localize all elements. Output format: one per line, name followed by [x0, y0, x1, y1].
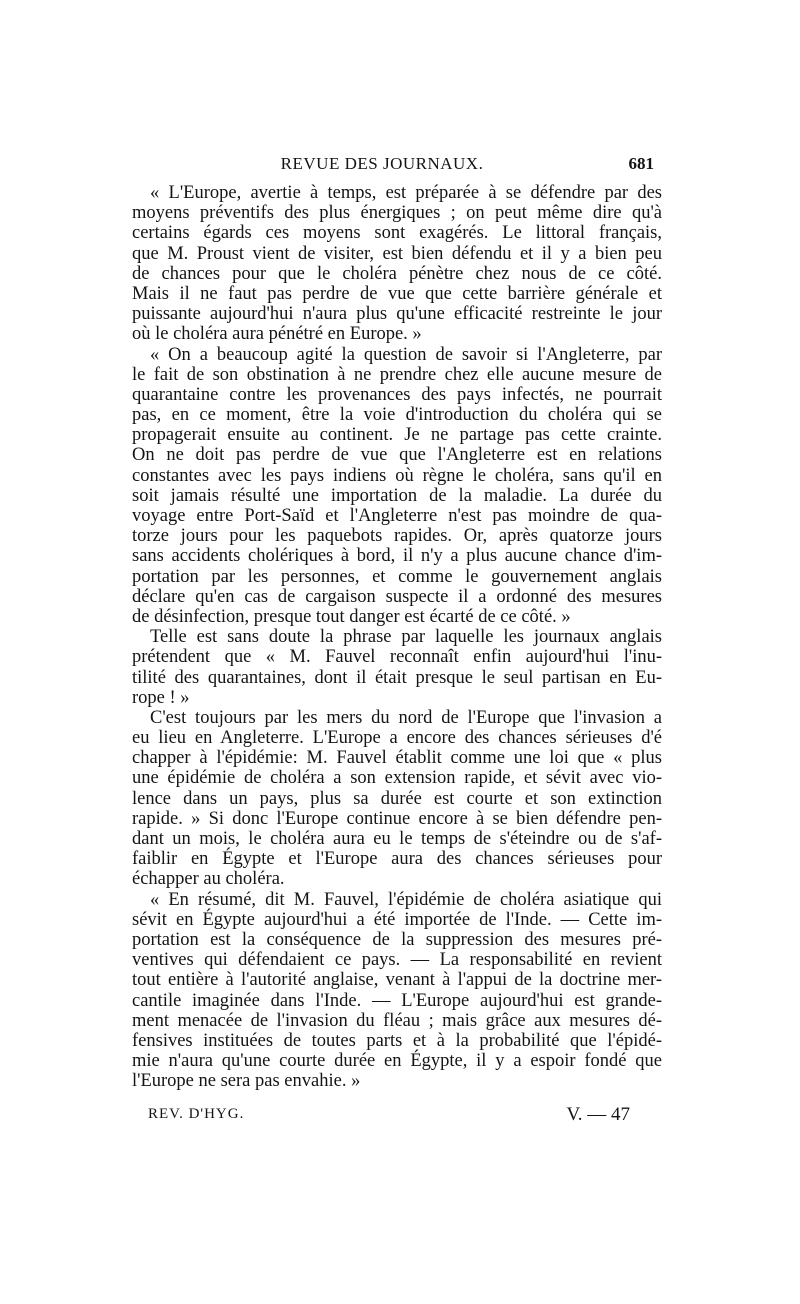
page-footer	[132, 1106, 662, 1132]
running-title: REVUE DES JOURNAUX.	[280, 154, 484, 173]
text-line: certains égards ces moyens sont exagérés. Le littoral français,	[132, 223, 662, 244]
text-line: eu lieu en Angleterre. L'Europe a encore des chances sérieuses d'é	[132, 728, 662, 749]
text-line: quarantaine contre les provenances des pays infectés, ne pourrait	[132, 384, 662, 405]
article-body	[132, 183, 662, 1091]
text-line: Telle est sans doute la phrase par laquelle les journaux anglais	[150, 627, 662, 648]
text-line: de désinfection, presque tout danger est écarté de ce côté. »	[132, 606, 571, 627]
text-line: faiblir en Égypte et l'Europe aura des chances sérieuses pour	[132, 849, 662, 870]
text-line: chapper à l'épidémie: M. Fauvel établit comme une loi que « plus	[132, 748, 662, 769]
text-line: prétendent que « M. Fauvel reconnaît enfin aujourd'hui l'inu-	[132, 647, 662, 668]
text-line: sans accidents cholériques à bord, il n'y a plus aucune chance d'im-	[132, 546, 662, 567]
text-line: tilité des quarantaines, dont il était presque le seul partisan en Eu-	[132, 667, 662, 688]
text-line: cantile imaginée dans l'Inde. — L'Europe aujourd'hui est grande-	[132, 990, 662, 1011]
text-line: « L'Europe, avertie à temps, est préparée à se défendre par des	[150, 183, 662, 203]
text-line: « En résumé, dit M. Fauvel, l'épidémie de choléra asiatique qui	[150, 889, 662, 910]
text-line: fensives instituées de toutes parts et à la probabilité que l'épidé-	[132, 1030, 662, 1051]
text-line: soit jamais résulté une importation de la maladie. La durée du	[132, 485, 662, 506]
text-line: Mais il ne faut pas perdre de vue que cette barrière générale et	[132, 283, 662, 304]
text-line: On ne doit pas perdre de vue que l'Angleterre est en relations	[132, 445, 662, 466]
text-line: propagerait ensuite au continent. Je ne partage pas cette crainte.	[132, 425, 662, 446]
text-line: torze jours pour les paquebots rapides. Or, après quatorze jours	[132, 526, 662, 547]
text-line: une épidémie de choléra a son extension rapide, et sévit avec vio-	[132, 768, 662, 789]
page-number: 681	[628, 154, 654, 173]
text-line: portation par les personnes, et comme le gouvernement anglais	[132, 566, 662, 587]
text-line: rope ! »	[132, 687, 190, 708]
text-line: où le choléra aura pénétré en Europe. »	[132, 324, 422, 345]
text-line: le fait de son obstination à ne prendre chez elle aucune mesure de	[132, 364, 662, 385]
text-line: constantes avec les pays indiens où règne le choléra, sans qu'il en	[132, 465, 662, 486]
text-line: pas, en ce moment, être la voie d'introduction du choléra qui se	[132, 405, 662, 426]
text-line: portation est la conséquence de la suppression des mesures pré-	[132, 929, 662, 950]
text-line: ment menacée de l'invasion du fléau ; mais grâce aux mesures dé-	[132, 1010, 662, 1031]
text-line: C'est toujours par les mers du nord de l'Europe que l'invasion a	[150, 707, 662, 728]
text-line: rapide. » Si donc l'Europe continue encore à se bien défendre pen-	[132, 808, 662, 829]
text-line: de chances pour que le choléra pénètre chez nous de ce côté.	[132, 263, 662, 284]
text-line: que M. Proust vient de visiter, est bien défendu et il y a bien peu	[132, 243, 662, 264]
text-line: l'Europe ne sera pas envahie. »	[132, 1071, 361, 1092]
text-line: voyage entre Port-Saïd et l'Angleterre n'est pas moindre de qua-	[132, 506, 662, 526]
text-line: tout entière à l'autorité anglaise, venant à l'appui de la doctrine mer-	[132, 970, 662, 991]
text-line: « On a beaucoup agité la question de savoir si l'Angleterre, par	[150, 344, 662, 365]
text-line: puissante aujourd'hui n'aura plus qu'une efficacité restreinte le jour	[132, 304, 662, 325]
text-line: mie n'aura qu'une courte durée en Égypte, il y a espoir fondé que	[132, 1051, 662, 1072]
text-line: échapper au choléra.	[132, 869, 285, 890]
sheet-mark: V. — 47	[566, 1104, 630, 1125]
text-line: dant un mois, le choléra aura eu le temps de s'éteindre ou de s'af-	[132, 829, 662, 849]
text-line: ventives qui défendaient ce pays. — La responsabilité en revient	[132, 950, 662, 971]
signature-mark: REV. D'HYG.	[148, 1106, 245, 1122]
page-header	[132, 154, 662, 180]
text-line: sévit en Égypte aujourd'hui a été importée de l'Inde. — Cette im-	[132, 909, 662, 930]
text-line: déclare qu'en cas de cargaison suspecte il a ordonné des mesures	[132, 586, 662, 607]
text-line: lence dans un pays, plus sa durée est courte et son extinction	[132, 788, 662, 809]
text-line: moyens préventifs des plus énergiques ; on peut même dire qu'à	[132, 203, 662, 224]
